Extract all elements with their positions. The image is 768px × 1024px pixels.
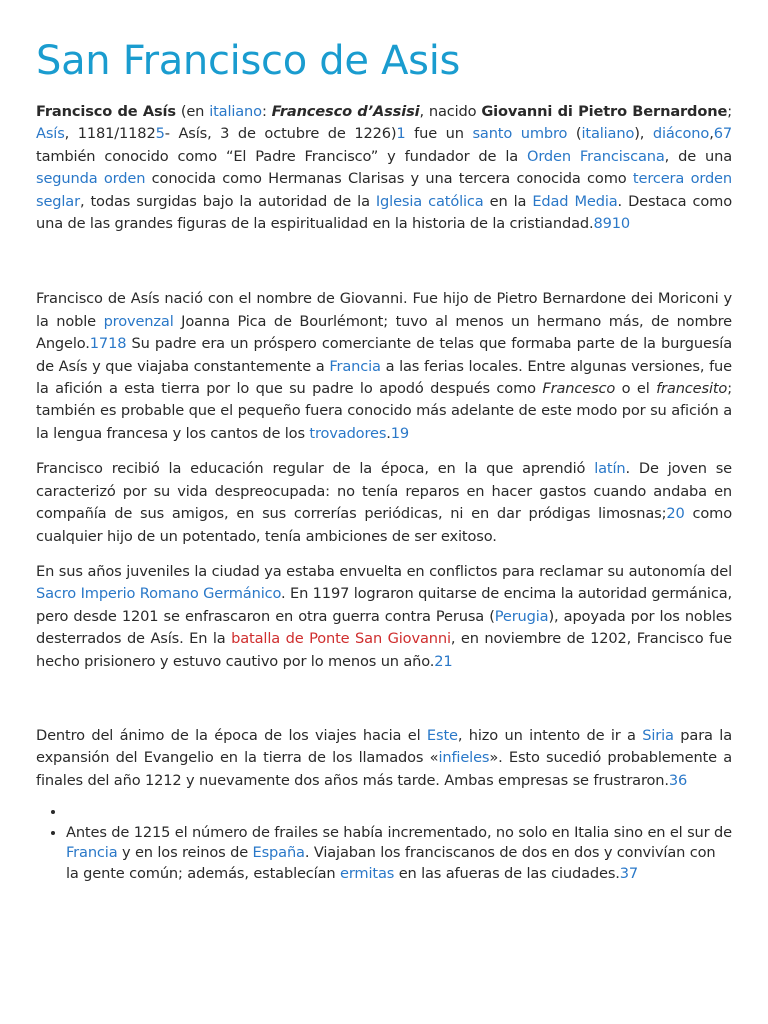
ref-1[interactable]: 1 bbox=[396, 125, 406, 143]
link-francia[interactable]: Francia bbox=[329, 357, 381, 375]
link-este[interactable]: Este bbox=[426, 726, 458, 744]
link-asis[interactable]: Asís bbox=[36, 125, 65, 143]
link-edad-media[interactable]: Edad Media bbox=[532, 192, 618, 210]
ref-20[interactable]: 20 bbox=[666, 505, 685, 523]
link-espana[interactable]: España bbox=[252, 844, 305, 862]
ref-8910[interactable]: 8910 bbox=[593, 215, 631, 233]
link-santo-umbro[interactable]: santo umbro bbox=[472, 125, 568, 143]
ref-19[interactable]: 19 bbox=[390, 424, 410, 442]
link-orden-franciscana[interactable]: Orden Franciscana bbox=[526, 147, 665, 165]
link-infieles[interactable]: infieles bbox=[438, 749, 490, 767]
ref-36[interactable]: 36 bbox=[668, 771, 688, 789]
travel-paragraph: Dentro del ánimo de la época de los viajes hacia el Este, hizo un intento de ir a Siria para la expansión del Evangelio en la tierra de los llamados «infieles». Esto sucedió probablemente a finales del año 1212 y nuevamente dos años más tarde. Ambas empresas se frustraron.36 bbox=[36, 726, 733, 789]
education-paragraph: Francisco recibió la educación regular de la época, en la que aprendió latín. De joven se caracterizó por su vida despreocupada: no tenía reparos en hacer gastos cuando andaba en compañía de sus amigos, en sus correrías periódicas, ni en dar pródigas limosnas;20 como cualquier hijo de un potentado, tenía ambiciones de ser exitoso. bbox=[36, 460, 732, 545]
link-siria[interactable]: Siria bbox=[642, 726, 674, 744]
link-perugia[interactable]: Perugia bbox=[494, 607, 549, 625]
link-iglesia-catolica[interactable]: Iglesia católica bbox=[375, 192, 484, 210]
link-ermitas[interactable]: ermitas bbox=[339, 864, 395, 882]
ref-21[interactable]: 21 bbox=[434, 652, 453, 670]
intro-paragraph: Francisco de Asís (en italiano: Francesco d’Assisi, nacido Giovanni di Pietro Bernardone; Asís, 1181/11825- Asís, 3 de octubre de 1226)1 fue un santo umbro (italiano), diácono,67 también conocido como “El Padre Francisco” y fundador de la Orden Franciscana, de una segunda orden conocida como Hermanas Clarisas y una tercera conocida como tercera orden seglar, todas surgidas bajo la autoridad de la Iglesia católica en la Edad Media. Destaca como una de las grandes figuras de la espiritualidad en la historia de la cristiandad.8910 bbox=[36, 103, 733, 233]
ref-67[interactable]: 67 bbox=[713, 125, 732, 143]
link-sacro-imperio[interactable]: Sacro Imperio Romano Germánico bbox=[36, 585, 281, 603]
link-latin[interactable]: latín bbox=[594, 460, 626, 478]
italian-name: Francesco d’Assisi bbox=[271, 103, 420, 120]
subject-name: Francisco de Asís bbox=[36, 103, 176, 120]
list-item: • Antes de 1215 el número de frailes se había incrementado, no solo en Italia sino en el sur de Francia y en los reinos de España. Viajaban los franciscanos de dos en dos y convivían con la gente común; además, establecían ermitas en las afueras de las ciudades.37 bbox=[66, 823, 732, 885]
link-francia-2[interactable]: Francia bbox=[66, 844, 118, 862]
link-tercera-orden[interactable]: tercera orden seglar bbox=[36, 170, 732, 210]
ref-5[interactable]: 5 bbox=[155, 125, 165, 143]
page-title: San Francisco de Asis bbox=[36, 38, 461, 84]
link-italiano[interactable]: italiano bbox=[209, 103, 262, 120]
war-paragraph: En sus años juveniles la ciudad ya estaba envuelta en conflictos para reclamar su autonomía del Sacro Imperio Romano Germánico. En 1197 lograron quitarse de encima la autoridad germánica, pero desde 1201 se enfrascaron en otra guerra contra Perusa (Perugia), apoyada por los nobles desterrados de Asís. En la batalla de Ponte San Giovanni, en noviembre de 1202, Francisco fue hecho prisionero y estuvo cautivo por lo menos un año.21 bbox=[36, 562, 732, 670]
link-italiano-2[interactable]: italiano bbox=[581, 125, 635, 143]
link-provenzal[interactable]: provenzal bbox=[103, 312, 174, 330]
link-trovadores[interactable]: trovadores bbox=[309, 424, 387, 442]
ref-37[interactable]: 37 bbox=[619, 864, 639, 882]
birth-name: Giovanni di Pietro Bernardone bbox=[481, 103, 728, 120]
list-item-empty bbox=[66, 802, 732, 823]
bullet-list bbox=[36, 802, 732, 884]
ref-1718[interactable]: 1718 bbox=[89, 335, 127, 353]
link-batalla-ponte-san-giovanni[interactable]: batalla de Ponte San Giovanni bbox=[231, 630, 451, 648]
birth-paragraph: Francisco de Asís nació con el nombre de Giovanni. Fue hijo de Pietro Bernardone dei Moriconi y la noble provenzal Joanna Pica de Bourlémont; tuvo al menos un hermano más, de nombre Angelo.1718 Su padre era un próspero comerciante de telas que formaba parte de la burguesía de Asís y que viajaba constantemente a Francia a las ferias locales. Entre algunas versiones, fue la afición a esta tierra por lo que su padre lo apodó después como Francesco o el francesito; también es probable que el pequeño fuera conocido más adelante de este modo por su afición a la lengua francesa y los cantos de los trovadores.19 bbox=[36, 290, 733, 442]
link-segunda-orden[interactable]: segunda orden bbox=[36, 170, 146, 188]
link-diacono[interactable]: diácono bbox=[652, 125, 710, 143]
